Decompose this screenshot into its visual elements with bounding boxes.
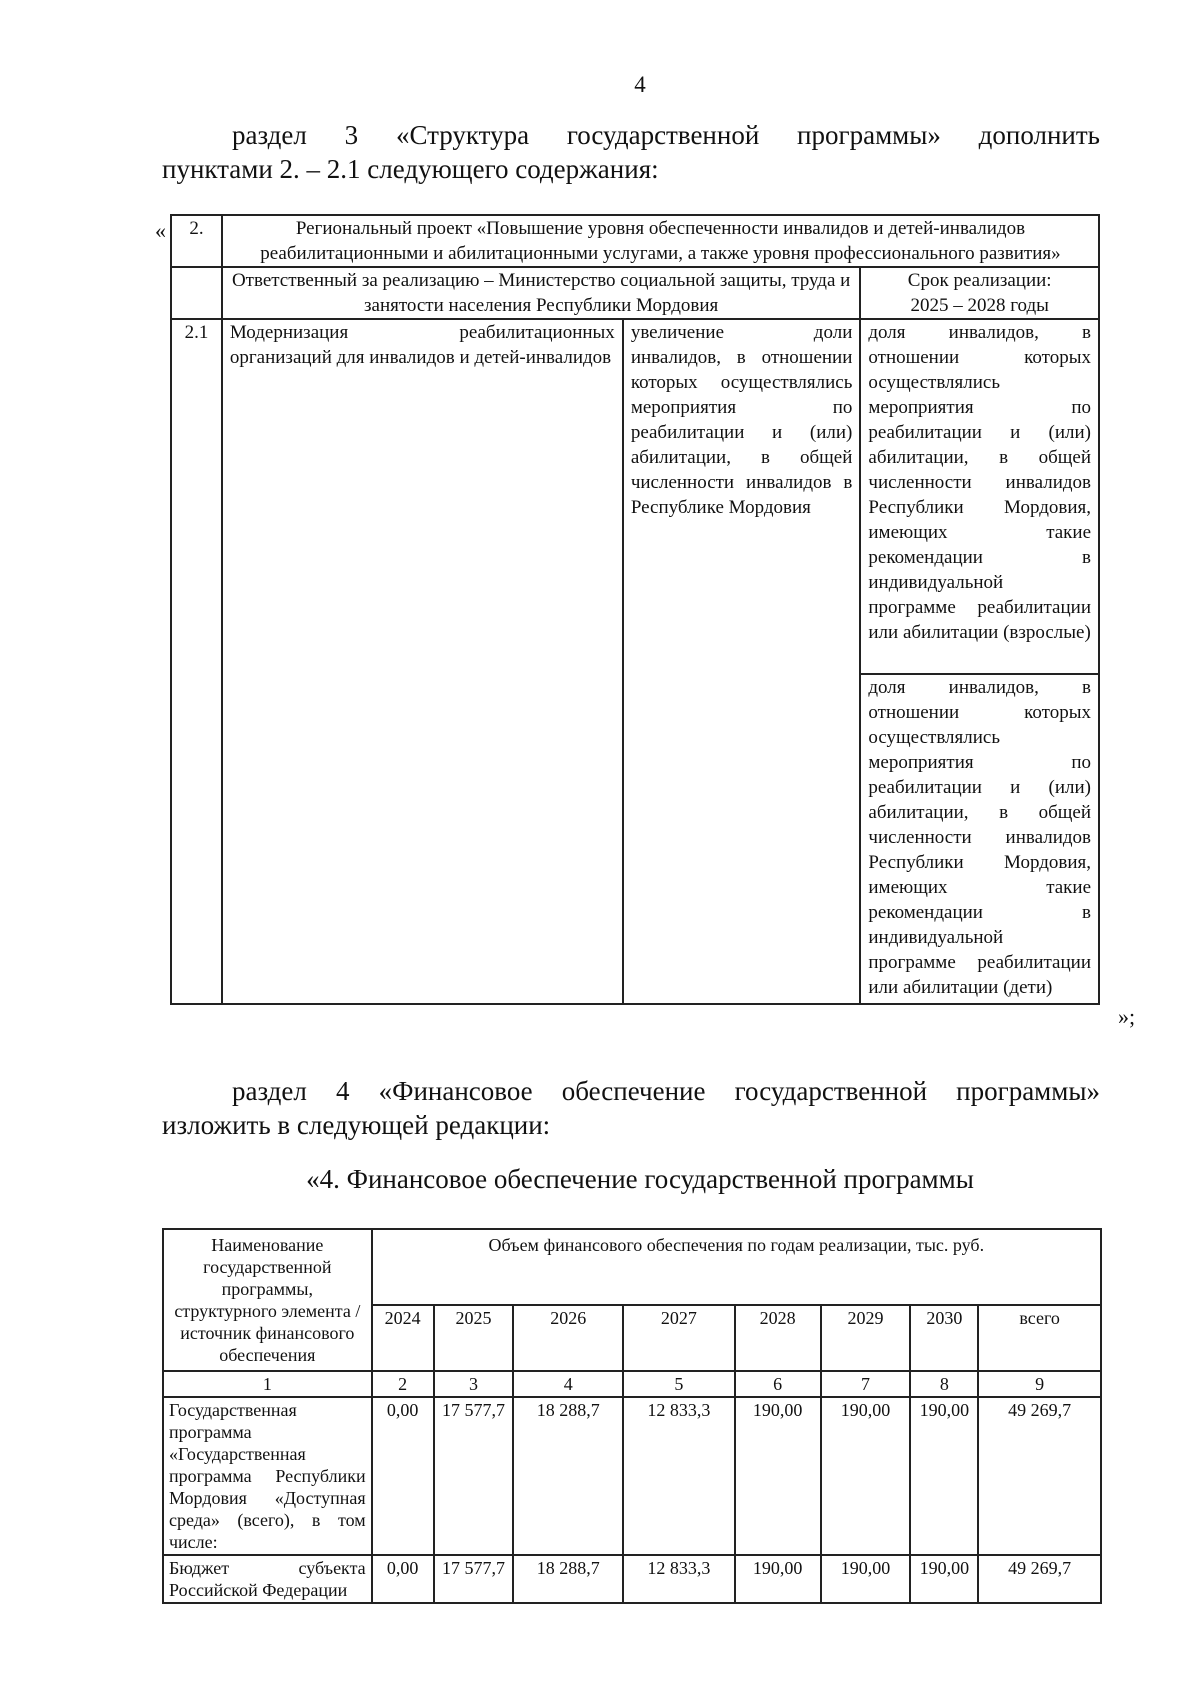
column-number: 8 — [910, 1371, 978, 1397]
value-cell: 190,00 — [735, 1397, 821, 1555]
term-cell — [860, 267, 1099, 319]
section4-intro-line-1: раздел 4 «Финансовое обеспечение государственной программы» — [232, 1076, 1100, 1106]
task-description: Модернизация реабилитационных организаций для инвалидов и детей-инвалидов — [222, 319, 623, 1004]
value-cell: 17 577,7 — [434, 1555, 514, 1603]
column-number: 9 — [978, 1371, 1101, 1397]
table-row — [171, 215, 1099, 267]
finance-table — [162, 1228, 1102, 1604]
row-number: 2.1 — [171, 319, 222, 1004]
value-cell: 18 288,7 — [513, 1397, 623, 1555]
responsible-executor: Ответственный за реализацию – Министерство социальной защиты, труда и занятости населения Республики Мордовия — [222, 267, 861, 319]
regional-project-title: Региональный проект «Повышение уровня обеспеченности инвалидов и детей-инвалидов реабилитационными и абилитационными услугами, а также уровня профессионального развития» — [222, 215, 1099, 267]
year-header: 2027 — [623, 1305, 735, 1371]
table-row — [171, 267, 1099, 319]
value-cell: 190,00 — [821, 1397, 911, 1555]
program-name: Государственная программа «Государственная программа Республики Мордовия «Доступная среда» (всего), в том числе: — [163, 1397, 372, 1555]
structure-table — [170, 214, 1100, 1005]
funding-source-name: Бюджет субъекта Российской Федерации — [163, 1555, 372, 1603]
value-cell: 49 269,7 — [978, 1397, 1101, 1555]
value-cell: 0,00 — [372, 1397, 434, 1555]
term-value: 2025 – 2028 годы — [910, 295, 1049, 316]
section4-intro-line-2: изложить в следующей редакции: — [162, 1110, 551, 1140]
column-number: 4 — [513, 1371, 623, 1397]
value-cell: 190,00 — [821, 1555, 911, 1603]
column-number: 6 — [735, 1371, 821, 1397]
value-cell: 190,00 — [910, 1555, 978, 1603]
value-cell: 190,00 — [910, 1397, 978, 1555]
indicator-children: доля инвалидов, в отношении которых осуществлялись мероприятия по реабилитации и (или) абилитации, в общей численности инвалидов Республики Мордовия, имеющих такие рекомендации в индивидуальной программе реабилитации или абилитации (дети) — [860, 674, 1099, 1004]
total-header: всего — [978, 1305, 1101, 1371]
value-cell: 190,00 — [735, 1555, 821, 1603]
year-header: 2029 — [821, 1305, 911, 1371]
value-cell: 0,00 — [372, 1555, 434, 1603]
value-cell: 12 833,3 — [623, 1555, 735, 1603]
column-number: 5 — [623, 1371, 735, 1397]
value-cell: 12 833,3 — [623, 1397, 735, 1555]
close-quote: »; — [1118, 1004, 1136, 1029]
table-row — [163, 1555, 1101, 1603]
year-header: 2025 — [434, 1305, 514, 1371]
value-cell: 17 577,7 — [434, 1397, 514, 1555]
column-number: 3 — [434, 1371, 514, 1397]
year-header: 2024 — [372, 1305, 434, 1371]
open-quote: « — [155, 218, 166, 243]
indicator-adults: доля инвалидов, в отношении которых осуществлялись мероприятия по реабилитации и (или) абилитации, в общей численности инвалидов Республики Мордовия, имеющих такие рекомендации в индивидуальной программе реабилитации или абилитации (взрослые) — [860, 319, 1099, 674]
intro-line-2: пунктами 2. – 2.1 следующего содержания: — [162, 154, 659, 184]
column-number: 1 — [163, 1371, 372, 1397]
intro-line-1: раздел 3 «Структура государственной программы» дополнить — [232, 120, 1100, 150]
year-header: 2030 — [910, 1305, 978, 1371]
value-cell: 18 288,7 — [513, 1555, 623, 1603]
volume-header: Объем финансового обеспечения по годам реализации, тыс. руб. — [372, 1229, 1101, 1305]
empty-cell — [171, 267, 222, 319]
value-cell: 49 269,7 — [978, 1555, 1101, 1603]
section4-heading: «4. Финансовое обеспечение государственной программы — [306, 1164, 974, 1194]
table-row — [163, 1229, 1101, 1305]
year-header: 2028 — [735, 1305, 821, 1371]
row-number: 2. — [171, 215, 222, 267]
effect-description: увеличение доли инвалидов, в отношении которых осуществлялись мероприятия по реабилитации и (или) абилитации, в общей численности инвалидов в Республике Мордовия — [623, 319, 861, 1004]
name-column-header: Наименование государственной программы, структурного элемента / источник финансового обеспечения — [163, 1229, 372, 1371]
page-number: 4 — [634, 72, 646, 97]
column-number: 7 — [821, 1371, 911, 1397]
term-label: Срок реализации: — [907, 270, 1052, 291]
year-header: 2026 — [513, 1305, 623, 1371]
table-row — [171, 319, 1099, 674]
table-row — [163, 1397, 1101, 1555]
column-number: 2 — [372, 1371, 434, 1397]
table-row — [163, 1371, 1101, 1397]
